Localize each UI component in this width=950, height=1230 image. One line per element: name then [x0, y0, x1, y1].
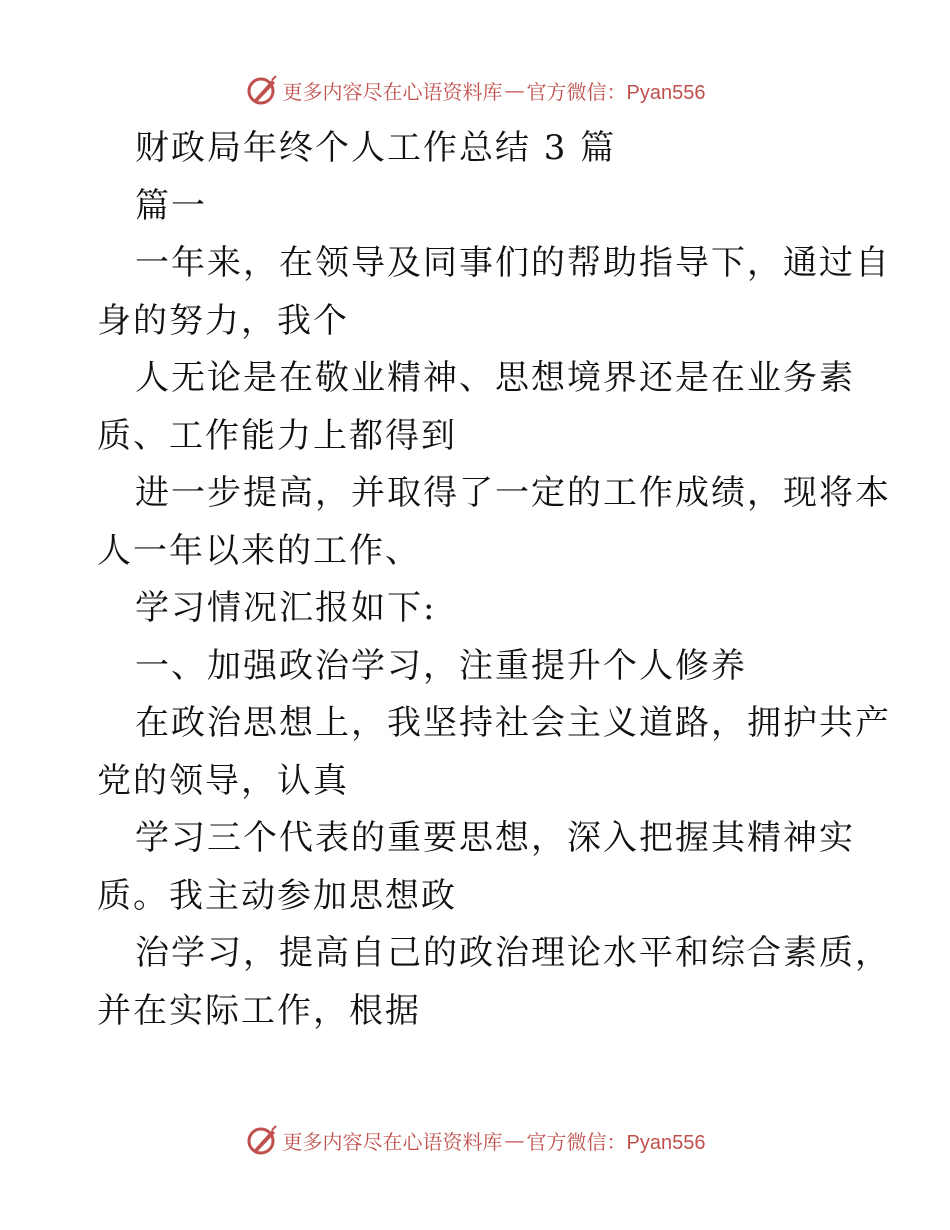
watermark-separator: —: [504, 1128, 525, 1152]
paragraph-line: 一年来，在领导及同事们的帮助指导下，通过自: [135, 243, 891, 283]
paragraph-line: 在政治思想上，我坚持社会主义道路，拥护共产: [135, 703, 891, 743]
paragraph-line: 进一步提高，并取得了一定的工作成绩，现将本: [135, 473, 891, 513]
subsection-heading: 一、加强政治学习，注重提升个人修养: [135, 645, 747, 686]
watermark-wechat: 官方微信：Pyan556: [526, 1131, 706, 1154]
paragraph-line: 人一年以来的工作、: [97, 530, 421, 571]
header-watermark: [0, 70, 950, 110]
paragraph-line: 质。我主动参加思想政: [97, 875, 457, 916]
section-heading: 篇一: [135, 185, 207, 226]
paragraph-line: 党的领导，认真: [97, 760, 349, 801]
pen-logo-icon: [245, 1123, 279, 1157]
paragraph-line: 学习情况汇报如下:: [135, 588, 437, 628]
paragraph-line: 治学习，提高自己的政治理论水平和综合素质，: [135, 933, 891, 973]
paragraph-line: 并在实际工作，根据: [97, 990, 421, 1031]
watermark-separator: —: [504, 78, 525, 102]
paragraph-line: 学习三个代表的重要思想，深入把握其精神实: [135, 818, 855, 858]
watermark-text: 更多内容尽在心语资料库: [282, 79, 503, 104]
paragraph-line: 质、工作能力上都得到: [97, 415, 457, 456]
footer-watermark: [0, 1120, 950, 1160]
document-body: [97, 120, 891, 1040]
document-title: 财政局年终个人工作总结 3 篇: [135, 128, 617, 168]
pen-logo-icon: [245, 73, 279, 107]
watermark-wechat: 官方微信：Pyan556: [526, 81, 706, 104]
paragraph-line: 身的努力，我个: [97, 300, 349, 341]
watermark-text: 更多内容尽在心语资料库: [282, 1129, 503, 1154]
paragraph-line: 人无论是在敬业精神、思想境界还是在业务素: [135, 358, 855, 398]
